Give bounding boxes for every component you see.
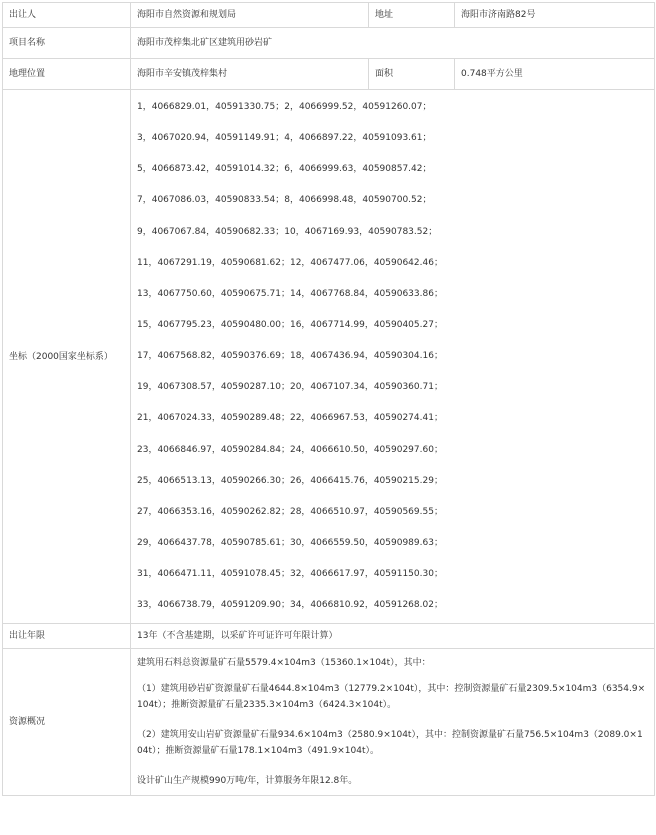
coord-line: 5，4066873.42，40591014.32；6，4066999.63，40590857.42； — [137, 164, 432, 175]
coords-list — [131, 90, 655, 624]
location-row — [3, 59, 655, 90]
coord-line: 21，4067024.33，40590289.48；22，4066967.53，40590274.41； — [137, 413, 443, 424]
resources-andesite: （2）建筑用安山岩矿资源量矿石量934.6×104m3（2580.9×104t），其中：控制资源量矿石量756.5×104m3（2089.0×104t）；推断资源量矿石量178.1×104m3（491.9×104t）。 — [137, 730, 643, 757]
grantor-label: 出让人 — [3, 3, 131, 28]
address-label: 地址 — [369, 3, 455, 28]
address-value: 海阳市济南路82号 — [455, 3, 655, 28]
coord-line: 11，4067291.19，40590681.62；12，4067477.06，40590642.46； — [137, 257, 443, 268]
coord-line: 17，4067568.82，40590376.69；18，4067436.94，40590304.16； — [137, 351, 443, 362]
grantor-value: 海阳市自然资源和规划局 — [131, 3, 369, 28]
term-row — [3, 624, 655, 649]
resources-summary: 建筑用石料总资源量矿石量5579.4×104m3（15360.1×104t），其中： — [137, 658, 431, 669]
resources-sandstone: （1）建筑用砂岩矿资源量矿石量4644.8×104m3（12779.2×104t），其中：控制资源量矿石量2309.5×104m3（6354.9×104t）；推断资源量矿石量2335.3×104m3（6424.3×104t）。 — [137, 684, 646, 711]
grantor-row — [3, 3, 655, 28]
coord-line: 19，4067308.57，40590287.10；20，4067107.34，40590360.71； — [137, 382, 443, 393]
project-label: 项目名称 — [3, 28, 131, 59]
coord-line: 15，4067795.23，40590480.00；16，4067714.99，40590405.27； — [137, 319, 443, 330]
coord-line: 7，4067086.03，40590833.54；8，4066998.48，40590700.52； — [137, 195, 432, 206]
resources-production: 设计矿山生产规模990万吨/年，计算服务年限12.8年。 — [137, 776, 358, 787]
coord-line: 29，4066437.78，40590785.61；30，4066559.50，40590989.63； — [137, 537, 443, 548]
area-value: 0.748平方公里 — [455, 59, 655, 90]
resources-label: 资源概况 — [3, 649, 131, 796]
mining-rights-table — [2, 2, 655, 796]
coord-line: 23，4066846.97，40590284.84；24，4066610.50，40590297.60； — [137, 444, 443, 455]
coord-line: 31，4066471.11，40591078.45；32，4066617.97，40591150.30； — [137, 569, 443, 580]
location-value: 海阳市辛安镇茂梓集村 — [131, 59, 369, 90]
resources-row — [3, 649, 655, 796]
resources-content — [131, 649, 655, 796]
coord-line: 1，4066829.01，40591330.75；2，4066999.52，40591260.07； — [137, 102, 432, 112]
term-label: 出让年限 — [3, 624, 131, 649]
coord-line: 3，4067020.94，40591149.91；4，4066897.22，40591093.61； — [137, 133, 432, 144]
area-label: 面积 — [369, 59, 455, 90]
coords-label: 坐标（2000国家坐标系） — [3, 90, 131, 624]
term-value: 13年（不含基建期，以采矿许可证许可年限计算） — [131, 624, 655, 649]
location-label: 地理位置 — [3, 59, 131, 90]
coords-row — [3, 90, 655, 624]
coord-line: 25，4066513.13，40590266.30；26，4066415.76，40590215.29； — [137, 475, 443, 486]
project-row — [3, 28, 655, 59]
project-value: 海阳市茂梓集北矿区建筑用砂岩矿 — [131, 28, 655, 59]
coord-line: 13，4067750.60，40590675.71；14，4067768.84，40590633.86； — [137, 288, 443, 299]
coord-line: 9，4067067.84，40590682.33；10，4067169.93，40590783.52； — [137, 226, 438, 237]
coord-line: 33，4066738.79，40591209.90；34，4066810.92，40591268.02； — [137, 600, 443, 611]
coord-line: 27，4066353.16，40590262.82；28，4066510.97，40590569.55； — [137, 506, 443, 517]
